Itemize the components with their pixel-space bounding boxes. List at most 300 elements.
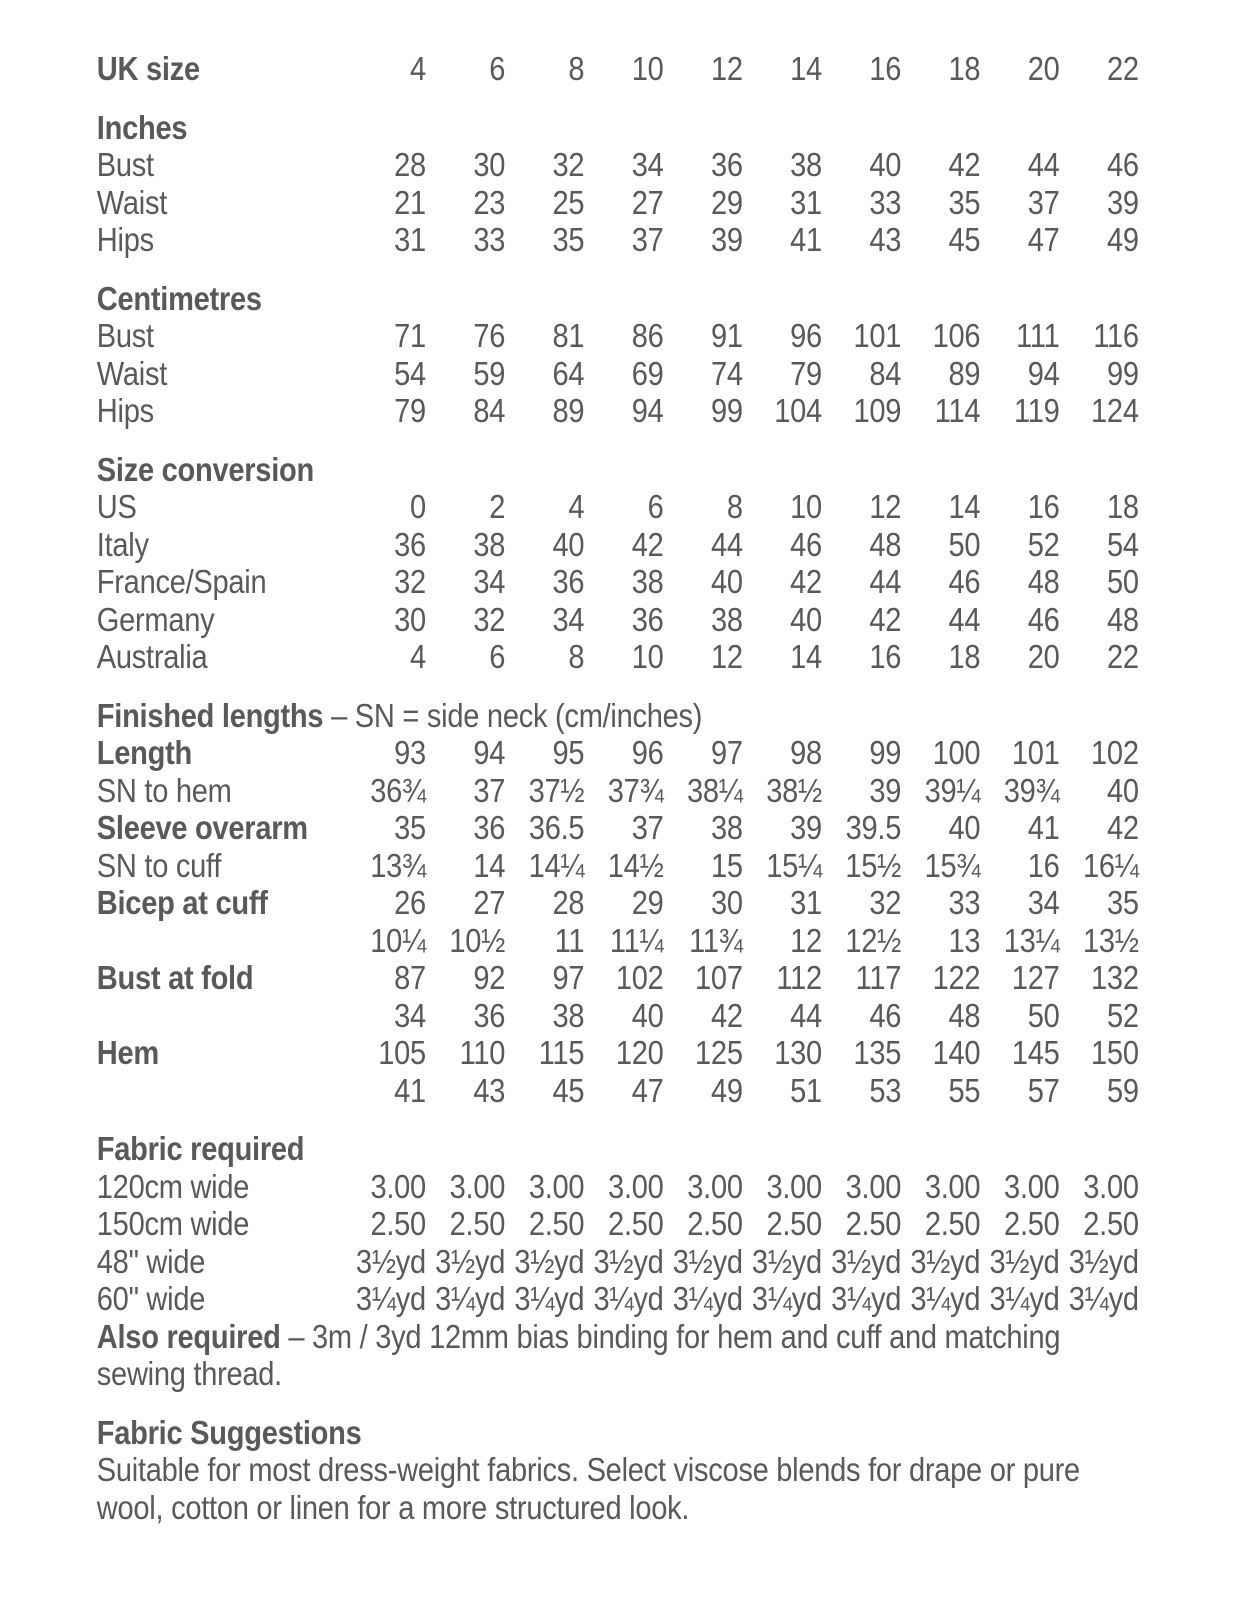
size-value-cell: 40	[631, 996, 664, 1034]
size-value-cell: 3.00	[1083, 1167, 1139, 1205]
size-value-cell: 31	[790, 183, 822, 221]
size-value-cell: 39¼	[924, 771, 981, 809]
size-value-cell: 12	[790, 921, 822, 959]
size-value-cell: 41	[790, 221, 822, 258]
size-value-cell: 120	[615, 1034, 664, 1071]
size-value-cell: 3.00	[924, 1167, 981, 1205]
size-value-cell: 44	[869, 563, 902, 600]
table-row	[97, 221, 1240, 259]
section-header	[97, 697, 1240, 735]
size-value-cell: 15¾	[924, 846, 981, 884]
size-value-cell: 25	[552, 183, 585, 221]
size-value-cell: 39	[710, 221, 743, 258]
size-value-cell: 2.50	[1083, 1205, 1139, 1242]
size-value-cell: 32	[552, 146, 585, 183]
size-value-cell: 86	[631, 317, 664, 354]
row-label: Hips	[96, 221, 154, 258]
size-value-cell: 2.50	[766, 1205, 822, 1242]
size-value-cell: 46	[948, 563, 981, 600]
size-value-cell: 30	[710, 884, 743, 921]
size-value-cell: 74	[710, 354, 743, 392]
size-value-cell: 114	[934, 392, 981, 429]
size-value-cell: 99	[710, 392, 743, 429]
size-value-cell: 97	[710, 734, 743, 771]
size-value-cell: 28	[394, 146, 426, 183]
size-value-cell: 37	[1027, 183, 1060, 221]
table-row	[97, 847, 1240, 885]
size-value-cell: 40	[1106, 771, 1139, 809]
table-row	[97, 959, 1240, 997]
size-value-cell: 31	[790, 884, 822, 921]
size-value-cell: 47	[1027, 221, 1060, 258]
size-value-cell: 94	[1027, 354, 1060, 392]
size-value-cell: 22	[1106, 50, 1139, 87]
row-label: 150cm wide	[96, 1205, 250, 1242]
size-value-cell: 42	[869, 600, 902, 638]
size-value-cell: 38	[790, 146, 822, 183]
size-value-cell: 84	[473, 392, 506, 429]
size-value-cell: 4	[410, 50, 426, 87]
row-label: Hips	[96, 392, 154, 429]
size-value-cell: 57	[1027, 1071, 1060, 1109]
size-value-cell: 2	[489, 488, 506, 525]
row-label: UK size	[96, 50, 200, 87]
size-value-cell: 8	[568, 638, 585, 675]
size-value-cell: 33	[948, 884, 981, 921]
fabric-suggestions-body: Suitable for most dress-weight fabrics. Select viscose blends for drape or pure wool, cotton or linen for a more structured look.	[96, 1451, 1080, 1526]
table-row	[97, 317, 1240, 355]
size-value-cell: 34	[1027, 884, 1060, 921]
size-value-cell: 106	[932, 317, 981, 354]
size-value-cell: 52	[1027, 525, 1060, 563]
size-value-cell: 26	[394, 884, 426, 921]
table-row	[97, 922, 1240, 960]
section-title-suffix: – SN = side neck (cm/inches)	[323, 696, 703, 734]
table-row	[97, 50, 1240, 88]
size-value-cell: 99	[1106, 354, 1139, 392]
row-label: SN to cuff	[96, 846, 222, 884]
size-value-cell: 116	[1093, 317, 1139, 354]
size-value-cell: 44	[948, 600, 981, 638]
size-value-cell: 29	[631, 884, 664, 921]
size-value-cell: 14	[948, 488, 981, 525]
size-value-cell: 3.00	[766, 1167, 822, 1205]
section-header	[97, 451, 1240, 489]
size-value-cell: 3¼yd	[435, 1280, 506, 1317]
size-value-cell: 13	[948, 921, 981, 959]
size-value-cell: 42	[631, 525, 664, 563]
size-value-cell: 96	[790, 317, 822, 354]
size-value-cell: 38	[710, 809, 743, 846]
size-value-cell: 51	[790, 1071, 822, 1109]
row-label: Bust at fold	[96, 959, 254, 996]
row-label: 60" wide	[96, 1280, 206, 1317]
fabric-suggestions-section	[97, 1414, 1240, 1527]
size-value-cell: 40	[552, 525, 585, 563]
size-value-cell: 36	[552, 563, 585, 600]
table-row	[97, 638, 1240, 676]
row-label	[97, 922, 347, 960]
size-value-cell: 44	[790, 996, 822, 1034]
size-value-cell: 18	[1106, 488, 1139, 525]
table-row	[97, 734, 1240, 772]
size-value-cell: 38	[552, 996, 585, 1034]
size-value-cell: 97	[552, 959, 585, 996]
size-value-cell: 3½yd	[593, 1242, 664, 1280]
table-row	[97, 392, 1240, 430]
size-value-cell: 81	[552, 317, 585, 354]
size-value-cell: 35	[552, 221, 585, 258]
size-value-cell: 13¼	[1003, 921, 1060, 959]
row-label: Germany	[96, 600, 215, 638]
size-value-cell: 59	[473, 354, 506, 392]
size-value-cell: 12½	[845, 921, 902, 959]
size-value-cell: 122	[932, 959, 981, 996]
size-value-cell: 117	[855, 959, 902, 996]
row-label: 120cm wide	[96, 1167, 250, 1205]
table-row	[97, 184, 1240, 222]
size-value-cell: 3.00	[687, 1167, 743, 1205]
size-value-cell: 3¼yd	[910, 1280, 981, 1317]
size-value-cell: 20	[1027, 638, 1060, 675]
size-value-cell: 34	[552, 600, 585, 638]
table-row	[97, 355, 1240, 393]
size-value-cell: 37	[631, 809, 664, 846]
size-value-cell: 45	[552, 1071, 585, 1109]
size-value-cell: 8	[726, 488, 743, 525]
size-value-cell: 11¼	[609, 921, 664, 959]
size-value-cell: 49	[710, 1071, 743, 1109]
table-section	[97, 280, 1240, 430]
size-value-cell: 20	[1027, 50, 1060, 87]
size-value-cell: 34	[631, 146, 664, 183]
size-value-cell: 10½	[449, 921, 506, 959]
size-value-cell: 36	[394, 525, 426, 563]
size-value-cell: 48	[1027, 563, 1060, 600]
size-value-cell: 94	[631, 392, 664, 429]
size-value-cell: 3.00	[528, 1167, 585, 1205]
size-value-cell: 4	[568, 488, 585, 525]
size-value-cell: 14	[790, 50, 822, 87]
size-value-cell: 64	[552, 354, 585, 392]
size-value-cell: 50	[1106, 563, 1139, 600]
size-value-cell: 36	[710, 146, 743, 183]
size-value-cell: 0	[410, 488, 426, 525]
row-label: Waist	[96, 183, 168, 221]
size-value-cell: 28	[552, 884, 585, 921]
size-value-cell: 40	[869, 146, 902, 183]
size-value-cell: 2.50	[687, 1205, 743, 1242]
row-label: Hem	[96, 1034, 159, 1071]
size-value-cell: 3¼yd	[989, 1280, 1060, 1317]
size-value-cell: 150	[1091, 1034, 1139, 1071]
size-value-cell: 96	[631, 734, 664, 771]
size-value-cell: 33	[869, 183, 902, 221]
table-row	[97, 601, 1240, 639]
size-value-cell: 39.5	[845, 809, 902, 846]
table-section	[97, 451, 1240, 676]
size-value-cell: 2.50	[608, 1205, 664, 1242]
section-title: Size conversion	[96, 450, 314, 488]
table-row	[97, 1072, 1240, 1110]
size-value-cell: 39	[869, 771, 902, 809]
size-value-cell: 10¼	[370, 921, 426, 959]
size-value-cell: 10	[790, 488, 822, 525]
size-value-cell: 38	[473, 525, 506, 563]
size-value-cell: 16	[1027, 488, 1060, 525]
table-row	[97, 772, 1240, 810]
table-section	[97, 109, 1240, 259]
size-value-cell: 50	[1027, 996, 1060, 1034]
section-header	[97, 109, 1240, 147]
size-value-cell: 69	[631, 354, 664, 392]
size-value-cell: 140	[932, 1034, 981, 1071]
size-value-cell: 3¼yd	[593, 1280, 664, 1317]
size-value-cell: 10	[631, 638, 664, 675]
size-value-cell: 23	[473, 183, 506, 221]
size-value-cell: 38¼	[686, 771, 743, 809]
size-value-cell: 37½	[528, 771, 585, 809]
size-value-cell: 14	[790, 638, 822, 675]
size-value-cell: 15½	[845, 846, 902, 884]
size-value-cell: 41	[394, 1071, 426, 1109]
size-value-cell: 6	[489, 50, 506, 87]
size-value-cell: 18	[948, 50, 981, 87]
size-value-cell: 87	[394, 959, 426, 996]
size-value-cell: 55	[948, 1071, 981, 1109]
size-value-cell: 3¼yd	[831, 1280, 902, 1317]
size-value-cell: 48	[948, 996, 981, 1034]
size-value-cell: 3½yd	[910, 1242, 981, 1280]
size-value-cell: 115	[538, 1034, 585, 1071]
size-value-cell: 3.00	[1004, 1167, 1060, 1205]
size-value-cell: 135	[853, 1034, 902, 1071]
size-value-cell: 45	[948, 221, 981, 258]
size-value-cell: 37	[473, 771, 506, 809]
size-value-cell: 3½yd	[1068, 1242, 1139, 1280]
table-row	[97, 884, 1240, 922]
size-value-cell: 119	[1014, 392, 1060, 429]
size-value-cell: 91	[710, 317, 743, 354]
size-value-cell: 32	[473, 600, 506, 638]
size-value-cell: 47	[631, 1071, 664, 1109]
size-value-cell: 3¼yd	[355, 1280, 426, 1317]
size-value-cell: 2.50	[370, 1205, 426, 1242]
size-value-cell: 3¼yd	[672, 1280, 743, 1317]
size-value-cell: 101	[853, 317, 902, 354]
size-value-cell: 36	[473, 809, 506, 846]
row-label: Bust	[96, 146, 154, 183]
size-value-cell: 34	[473, 563, 506, 600]
row-label: Italy	[96, 525, 149, 563]
size-value-cell: 13¾	[370, 846, 426, 884]
size-value-cell: 54	[394, 354, 426, 392]
size-value-cell: 15¼	[766, 846, 822, 884]
size-value-cell: 42	[1106, 809, 1139, 846]
size-value-cell: 31	[394, 221, 426, 258]
size-value-cell: 3.00	[845, 1167, 902, 1205]
size-value-cell: 37	[631, 221, 664, 258]
size-value-cell: 104	[774, 392, 822, 429]
row-label: 48" wide	[96, 1242, 206, 1280]
size-value-cell: 3.00	[449, 1167, 506, 1205]
row-label: France/Spain	[96, 563, 267, 600]
size-value-cell: 93	[394, 734, 426, 771]
size-value-cell: 105	[378, 1034, 426, 1071]
size-value-cell: 50	[948, 525, 981, 563]
size-value-cell: 102	[615, 959, 664, 996]
size-value-cell: 43	[869, 221, 902, 258]
size-value-cell: 29	[710, 183, 743, 221]
table-row	[97, 1034, 1240, 1072]
size-value-cell: 48	[869, 525, 902, 563]
size-value-cell: 10	[631, 50, 664, 87]
table-row	[97, 1280, 1240, 1318]
size-value-cell: 79	[394, 392, 426, 429]
size-value-cell: 44	[1027, 146, 1060, 183]
size-value-cell: 89	[552, 392, 585, 429]
row-label: Length	[96, 734, 193, 771]
also-required-note	[97, 1318, 1127, 1393]
table-row	[97, 997, 1240, 1035]
size-value-cell: 127	[1011, 959, 1060, 996]
table-row	[97, 146, 1240, 184]
size-value-cell: 3½yd	[672, 1242, 743, 1280]
size-value-cell: 3½yd	[435, 1242, 506, 1280]
size-table	[97, 50, 1240, 1318]
size-value-cell: 40	[710, 563, 743, 600]
table-section	[97, 697, 1240, 1110]
size-value-cell: 46	[1106, 146, 1139, 183]
size-value-cell: 11¾	[689, 921, 743, 959]
size-value-cell: 14½	[607, 846, 664, 884]
row-label	[97, 997, 347, 1035]
size-value-cell: 102	[1091, 734, 1139, 771]
section-title: Finished lengths	[96, 696, 324, 734]
size-value-cell: 84	[869, 354, 902, 392]
size-value-cell: 36	[473, 996, 506, 1034]
size-value-cell: 38½	[766, 771, 822, 809]
row-label: Bust	[96, 317, 154, 354]
size-value-cell: 52	[1106, 996, 1139, 1034]
size-value-cell: 101	[1011, 734, 1060, 771]
table-row	[97, 1168, 1240, 1206]
size-value-cell: 32	[394, 563, 426, 600]
also-required-text: – 3m / 3yd 12mm bias binding for hem and cuff and matching sewing thread.	[96, 1317, 1061, 1392]
size-value-cell: 38	[710, 600, 743, 638]
size-value-cell: 8	[568, 50, 585, 87]
size-value-cell: 107	[695, 959, 743, 996]
size-value-cell: 11	[554, 921, 585, 959]
size-value-cell: 112	[776, 959, 822, 996]
size-value-cell: 12	[869, 488, 902, 525]
size-value-cell: 46	[869, 996, 902, 1034]
row-label: SN to hem	[96, 771, 232, 809]
size-value-cell: 35	[1106, 884, 1139, 921]
row-label: Bicep at cuff	[96, 884, 268, 921]
section-title: Inches	[96, 108, 188, 146]
row-label: Waist	[96, 354, 168, 392]
size-value-cell: 36¾	[370, 771, 426, 809]
size-value-cell: 44	[710, 525, 743, 563]
size-value-cell: 39	[790, 809, 822, 846]
size-value-cell: 15	[710, 846, 743, 884]
size-value-cell: 39¾	[1003, 771, 1060, 809]
size-value-cell: 109	[853, 392, 902, 429]
size-value-cell: 59	[1106, 1071, 1139, 1109]
size-value-cell: 42	[710, 996, 743, 1034]
size-value-cell: 79	[790, 354, 822, 392]
size-value-cell: 40	[948, 809, 981, 846]
table-row	[97, 809, 1240, 847]
size-value-cell: 12	[710, 638, 743, 675]
size-value-cell: 35	[394, 809, 426, 846]
size-value-cell: 98	[790, 734, 822, 771]
size-value-cell: 14¼	[528, 846, 585, 884]
size-value-cell: 3¼yd	[514, 1280, 585, 1317]
row-label: Sleeve overarm	[96, 809, 308, 846]
size-value-cell: 42	[948, 146, 981, 183]
size-value-cell: 34	[394, 996, 426, 1034]
size-value-cell: 46	[1027, 600, 1060, 638]
row-label: Australia	[96, 638, 208, 675]
size-value-cell: 3.00	[370, 1167, 426, 1205]
size-value-cell: 124	[1091, 392, 1139, 429]
also-required-label: Also required	[96, 1317, 281, 1355]
size-value-cell: 3½yd	[989, 1242, 1060, 1280]
size-value-cell: 30	[394, 600, 426, 638]
size-value-cell: 3½yd	[751, 1242, 822, 1280]
size-value-cell: 2.50	[924, 1205, 981, 1242]
size-value-cell: 43	[473, 1071, 506, 1109]
table-row	[97, 1205, 1240, 1243]
size-value-cell: 53	[869, 1071, 902, 1109]
size-value-cell: 130	[774, 1034, 822, 1071]
size-value-cell: 76	[473, 317, 506, 354]
row-label: US	[96, 488, 137, 525]
size-value-cell: 21	[394, 183, 426, 221]
size-value-cell: 16¼	[1082, 846, 1139, 884]
size-value-cell: 92	[473, 959, 506, 996]
table-row	[97, 1243, 1240, 1281]
size-value-cell: 3¼yd	[751, 1280, 822, 1317]
section-header	[97, 280, 1240, 318]
size-value-cell: 16	[1027, 846, 1060, 884]
size-value-cell: 145	[1011, 1034, 1060, 1071]
size-value-cell: 89	[948, 354, 981, 392]
size-value-cell: 3½yd	[355, 1242, 426, 1280]
size-value-cell: 27	[631, 183, 664, 221]
size-value-cell: 35	[948, 183, 981, 221]
size-value-cell: 49	[1106, 221, 1139, 258]
size-value-cell: 12	[710, 50, 743, 87]
size-value-cell: 2.50	[449, 1205, 506, 1242]
size-value-cell: 54	[1106, 525, 1139, 563]
size-value-cell: 110	[459, 1034, 506, 1071]
size-value-cell: 16	[869, 638, 902, 675]
size-value-cell: 30	[473, 146, 506, 183]
size-value-cell: 48	[1106, 600, 1139, 638]
size-value-cell: 132	[1091, 959, 1139, 996]
size-value-cell: 41	[1027, 809, 1060, 846]
size-value-cell: 22	[1106, 638, 1139, 675]
size-value-cell: 38	[631, 563, 664, 600]
size-value-cell: 33	[473, 221, 506, 258]
section-header	[97, 1130, 1240, 1168]
size-value-cell: 42	[790, 563, 822, 600]
size-value-cell: 94	[473, 734, 506, 771]
size-value-cell: 100	[932, 734, 981, 771]
